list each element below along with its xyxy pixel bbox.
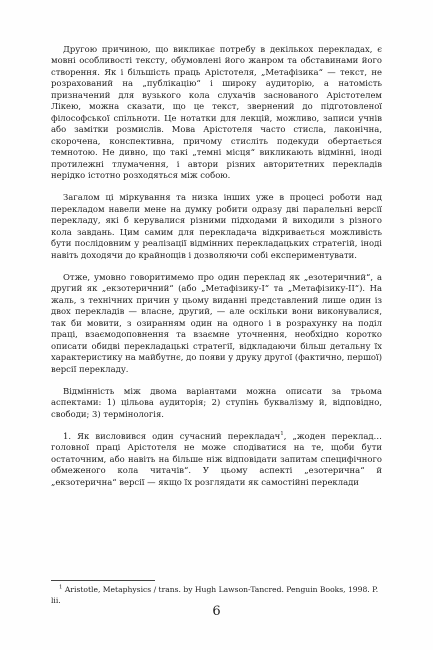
page-number: 6	[212, 604, 221, 619]
main-text	[51, 44, 382, 488]
footnote-reference: 1	[280, 431, 284, 438]
paragraph-1: Другою причиною, що викликає потребу в декількох перекладах, є мовні особливості тексту, обумовлені його жанром та обставинами його створення. Як і більшість праць Арістотеля, „Метафізика“ — текст, не розрахований на „публікацію“ і широку аудиторію, а натомість призначений для вузького кола слухачів заснованого Арістотелем Лікею, можна сказати, що це текст, звернений до підготовленої філософської спільноти. Це нотатки для лекцій, можливо, записи учнів або замітки розмислів. Мова Арістотеля часто стисла, лаконічна, скорочена, конспективна, причому стисліть подекуди обертається темнотою. Не дивно, що такі „темні місця“ викликають відмінні, іноді протилежні тлумачення, і автори різних авторитетних перекладів нерідко істотно розходяться між собою.	[51, 44, 382, 181]
paragraph-2: Загалом ці міркування та низка інших уже в процесі роботи над перекладом навели мене на думку робити одразу дві паралельні версії перекладу, які б керувалися різними підходами й виходили з різного кола завдань. Цим самим для перекладача відкривається можливість бути послідовним у реалізації відмінних перекладацьких стратегій, іноді навіть доходячи до крайнощів і дозволяючи собі експериментувати.	[51, 192, 382, 260]
footnote-number: 1	[59, 584, 63, 591]
paragraph-5	[51, 431, 382, 488]
paragraph-4: Відмінність між двома варіантами можна описати за трьома аспектами: 1) цільова аудиторія; 2) ступінь буквалізму й, відповідно, свободи; 3) термінологія.	[51, 385, 382, 419]
paragraph-3: Отже, умовно говоритимемо про один переклад як „езотеричний“, а другий як „екзотеричний“ (або „Метафізику-I“ та „Метафізику-II“). На жаль, з технічних причин у цьому виданні представлений лише один із двох перекладів — власне, другий, — але оскільки вони виконувалися, так би мовити, з озиранням один на одного і в розрахунку на поділ праці, взаємодоповнення та взаємне уточнення, необхідно коротко описати обидві перекладацькі стратегії, відкладаючи більш детальну їх характеристику на майбутнє, до появи у друку другої (фактично, першої) версії перекладу.	[51, 271, 382, 374]
footnote	[51, 585, 382, 606]
footnote-divider	[51, 580, 155, 581]
paragraph-5-rest: , „жоден переклад… головної праці Арістотеля не може сподіватися на те, щоби бути остаточним, або навіть на більше ніж відповідати запитам специфічного обмеженого кола читачів“. У цьому аспекті „езотерична“ й „екзотерична“ версії — якщо їх розглядати як самостійні переклади	[51, 430, 382, 487]
paragraph-5-start: 1. Як висловився один сучасний перекладач	[63, 430, 281, 441]
footnote-text: Aristotle, Metaphysics / trans. by Hugh Lawson-Tancred. Penguin Books, 1998. P. lii.	[51, 585, 379, 605]
